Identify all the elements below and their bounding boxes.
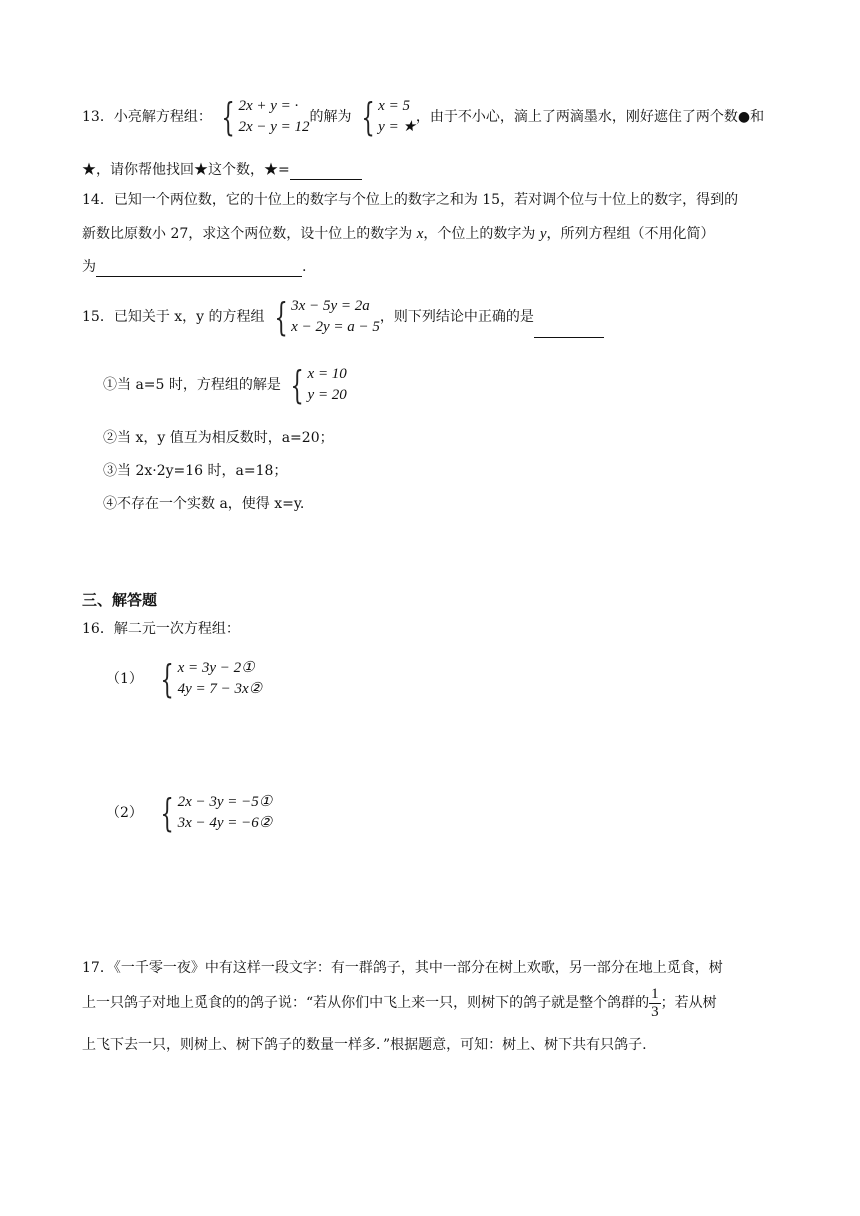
question-14-line-3 (82, 257, 306, 277)
q15-option-1-system (285, 364, 346, 406)
q15-pre-text: 15．已知关于 x，y 的方程组 (82, 309, 265, 325)
q13-pre-text: 小亮解方程组： (113, 109, 212, 125)
q16-part-2-label: （2） (106, 805, 143, 821)
q13-line-2-text: ★，请你帮他找回★这个数，★= (82, 162, 290, 178)
q15-option-1-x: x = 10 (307, 366, 347, 382)
q16-part-1-label: （1） (106, 671, 143, 687)
q14-line-3-pre: 为 (82, 259, 96, 275)
q16-part-1-eq-1: x = 3y − 2① (177, 660, 255, 676)
brace-icon: { (290, 363, 305, 407)
question-16-title: 16．解二元一次方程组： (82, 621, 240, 637)
q13-post-text: ，由于不小心，滴上了两滴墨水，刚好遮住了两个数●和 (415, 109, 765, 125)
question-17-line-3: 上飞下去一只，则树上、树下鸽子的数量一样多．”根据题意，可知：树上、树下共有只鸽子. (82, 1037, 647, 1053)
q17-fraction (649, 986, 661, 1021)
question-14-line-1: 14．已知一个两位数，它的十位上的数字与个位上的数字之和为 15，若对调个位与十位上的数字，得到的 (82, 192, 739, 208)
brace-icon: { (160, 791, 175, 835)
q17-line-2-post: ；若从树 (660, 995, 717, 1011)
q17-fraction-numerator: 1 (651, 985, 659, 1002)
q17-fraction-denominator: 3 (651, 1003, 659, 1020)
question-17-line-2 (82, 985, 717, 1021)
q13-mid-text: 的解为 (309, 109, 352, 125)
q17-line-2-pre: 上一只鸽子对地上觅食的的鸽子说：“若从你们中飞上来一只，则树下的鸽子就是整个鸽群的 (82, 995, 650, 1011)
q15-option-1-text: ①当 a=5 时，方程组的解是 (103, 377, 281, 393)
q13-sol-2: y = ★ (378, 119, 416, 135)
question-13-line-1 (82, 96, 764, 138)
q14-line-2-post: ，所列方程组（不用化简） (546, 226, 715, 242)
q16-part-2 (106, 792, 272, 834)
brace-icon: { (274, 295, 288, 339)
q14-line-3-post: . (302, 259, 307, 275)
q16-part-1 (106, 658, 262, 700)
q15-post-text: ，则下列结论中正确的是 (379, 309, 534, 325)
question-14-line-2 (82, 224, 715, 244)
q15-eq-1: 3x − 5y = 2a (291, 298, 370, 314)
q14-line-2-pre: 新数比原数小 27，求这个两位数，设十位上的数字为 (82, 226, 417, 242)
q16-part-2-system (155, 792, 272, 834)
q15-option-2: ②当 x，y 值互为相反数时，a=20； (103, 430, 334, 446)
q15-option-3: ③当 2x·2y=16 时，a=18； (103, 463, 288, 479)
q16-part-1-eq-2: 4y = 7 − 3x② (177, 681, 263, 697)
q13-number: 13． (82, 109, 114, 125)
q14-var-y: y (539, 226, 547, 242)
q13-eq-2: 2x − y = 12 (238, 119, 310, 135)
q14-var-x: x (416, 226, 424, 242)
brace-icon: { (361, 95, 375, 139)
q15-answer-blank[interactable] (534, 321, 604, 338)
q15-option-1 (103, 364, 347, 406)
question-13-line-2 (82, 160, 362, 180)
q16-part-2-eq-1: 2x − 3y = −5① (177, 794, 273, 810)
q13-equation-system (216, 96, 309, 138)
question-17-line-1: 17．《一千零一夜》中有这样一段文字：有一群鸽子，其中一部分在树上欢歌，另一部分在地上觅食，树 (82, 960, 723, 976)
q13-answer-blank[interactable] (290, 163, 362, 180)
brace-icon: { (160, 657, 175, 701)
q13-solution-system (356, 96, 416, 138)
q15-equation-system (269, 296, 380, 338)
q13-sol-1: x = 5 (378, 98, 410, 114)
question-15-stem (82, 296, 604, 338)
brace-icon: { (221, 95, 236, 139)
q14-answer-blank[interactable] (96, 260, 302, 277)
q15-option-4: ④不存在一个实数 a，使得 x=y. (103, 496, 305, 512)
q13-eq-1: 2x + y = · (238, 98, 299, 114)
section-3-heading: 三、解答题 (82, 591, 158, 609)
q16-part-2-eq-2: 3x − 4y = −6② (177, 815, 273, 831)
q14-line-2-mid: ，个位上的数字为 (423, 226, 540, 242)
q15-option-1-y: y = 20 (307, 387, 347, 403)
q16-part-1-system (155, 658, 262, 700)
q15-eq-2: x − 2y = a − 5 (291, 319, 380, 335)
